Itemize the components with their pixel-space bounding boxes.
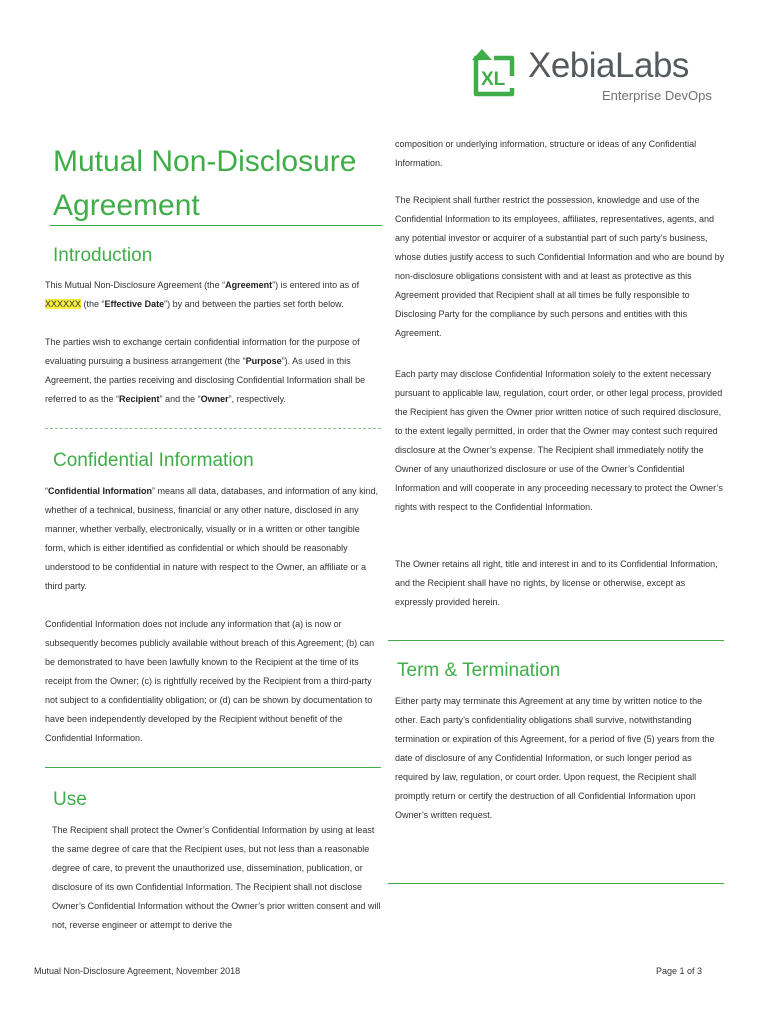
right-paragraph-0: composition or underlying information, structure or ideas of any Confidential Information. <box>395 139 697 168</box>
footer-document-name: Mutual Non-Disclosure Agreement, November 2018 <box>34 966 241 976</box>
term-paragraph: Either party may terminate this Agreement at any time by written notice to the other. Each party’s confidentiality obligations shall survive, notwithstanding termination or expiration of this Agreement, for a period of five (5) years from the date of disclosure of any Confidential Information, or such longer period as required by law, regulation, or court order. Upon request, the Recipient shall promptly return or certify the destruction of all Confidential Information upon Owner’s written request. <box>395 696 715 820</box>
brand-name: XebiaLabs <box>528 46 689 85</box>
xl-logo-icon <box>470 48 520 98</box>
term-heading: Term & Termination <box>397 660 561 681</box>
title-line-2: Agreement <box>53 189 200 222</box>
document-title <box>53 140 383 228</box>
right-paragraph-1: The Recipient shall further restrict the possession, knowledge and use of the Confidential Information to its employees, affiliates, representatives, agents, and any potential investor or acquirer of a substantial part of such party’s business, whose duties justify access to such Confidential Information and who are bound by non-disclosure obligations consistent with and at least as protective as this Agreement provided that Recipient shall at all times be fully responsible to Disclosing Party for the compliance by such persons and entities with this Agreement. <box>395 195 725 338</box>
brand-tagline: Enterprise DevOps <box>602 88 712 103</box>
xebialabs-logo <box>470 44 720 106</box>
use-heading: Use <box>53 789 87 810</box>
confidential-paragraph-2: Confidential Information does not include any information that (a) is now or subsequently becomes publicly available without breach of this Agreement; (b) can be demonstrated to have been lawfully known to the Recipient at the time of its receipt from the Owner; (c) is rightfully received by the Recipient from a third-party not subject to a confidentiality obligation; or (d) can be shown by documentation to have been independently developed by the Recipient without benefit of the Confidential Information. <box>45 619 375 743</box>
bottom-divider <box>388 883 724 884</box>
introduction-paragraph-1: This Mutual Non-Disclosure Agreement (the “Agreement”) is entered into as of XXXXXX (the “Effective Date”) by and between the parties set forth below. <box>45 280 360 309</box>
introduction-heading: Introduction <box>53 245 153 266</box>
confidential-heading: Confidential Information <box>53 450 254 471</box>
use-paragraph: The Recipient shall protect the Owner’s Confidential Information by using at least the same degree of care that the Recipient uses, but not less than a reasonable degree of care, to prevent the unauthorized use, dissemination, publication, or disclosure of its own Confidential Information. The Recipient shall not disclose Owner’s Confidential Information without the Owner’s prior written consent and will not, reverse engineer or attempt to derive the <box>52 825 381 930</box>
footer-page-number: Page 1 of 3 <box>656 966 703 976</box>
right-paragraph-2: Each party may disclose Confidential Information solely to the extent necessary pursuant to applicable law, regulation, court order, or other legal process, provided the Recipient has given the Owner prior written notice of such required disclosure, to the extent legally permitted, in order that the Owner may contest such required disclosure at the Owner’s expense. The Recipient shall immediately notify the Owner of any unauthorized disclosure or use of the Owner’s Confidential Information and will cooperate in any proceeding necessary to protect the Owner’s rights with respect to the Confidential Information. <box>395 369 723 512</box>
use-divider <box>45 767 381 768</box>
title-divider <box>50 225 382 226</box>
introduction-paragraph-2: The parties wish to exchange certain confidential information for the purpose of evaluating pursuing a business arrangement (the “Purpose”). As used in this Agreement, the parties receiving and disclosing Confidential Information shall be referred to as the “Recipient” and the “Owner”, respectively. <box>45 337 366 404</box>
right-paragraph-3: The Owner retains all right, title and interest in and to its Confidential Information, and the Recipient shall have no rights, by license or otherwise, except as expressly provided herein. <box>395 559 718 607</box>
term-divider <box>388 640 724 641</box>
title-line-1: Mutual Non-Disclosure <box>53 145 357 178</box>
confidential-paragraph-1: “Confidential Information” means all data, databases, and information of any kind, whether of a technical, business, financial or any other nature, disclosed in any manner, whether verbally, electronically, visually or in a written or other tangible form, which is either identified as confidential or which should be reasonably understood to be confidential in nature with respect to the Owner, an affiliate or a third party. <box>45 486 379 591</box>
effective-date-placeholder: XXXXXX <box>45 299 82 309</box>
logo-mark-text: XL <box>481 69 506 90</box>
section-divider-dashed <box>45 428 381 429</box>
